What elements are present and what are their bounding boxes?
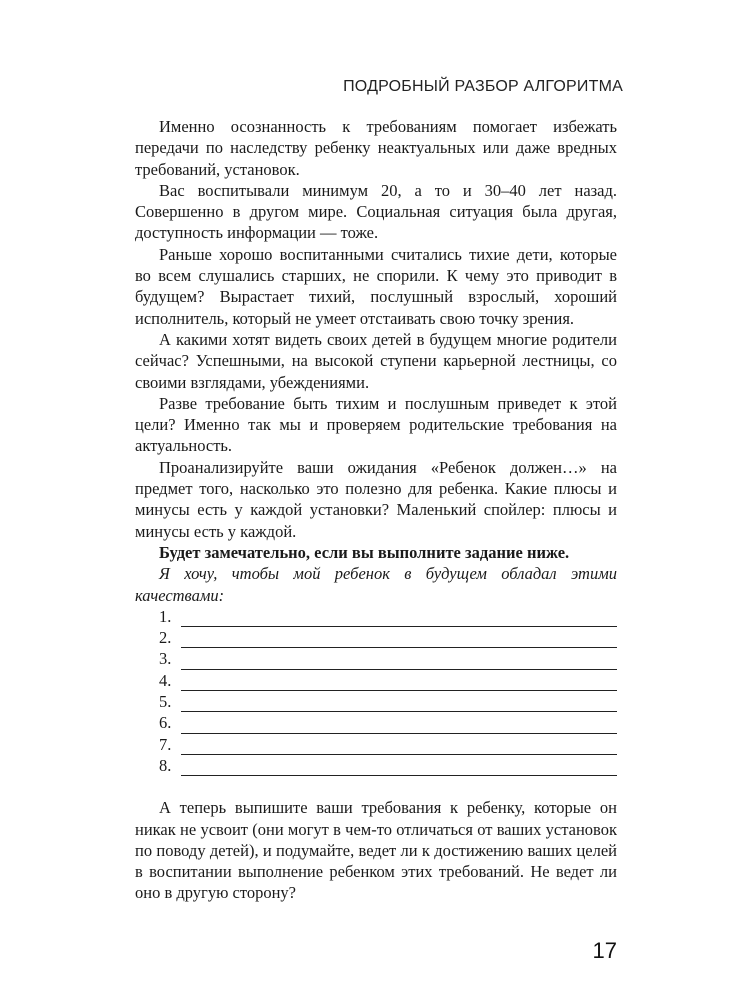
- page-body: [135, 116, 617, 904]
- paragraph: Раньше хорошо воспитанными считались тихие дети, которые во всем слушались старших, не спорили. К чему это приводит в будущем? Вырастает тихий, послушный взрослый, хороший исполнитель, который не умеет отстаивать свою точку зрения.: [135, 244, 617, 328]
- answer-line[interactable]: [135, 670, 617, 691]
- answer-line[interactable]: [135, 627, 617, 648]
- page-number: 17: [592, 938, 617, 963]
- line-number: 5.: [159, 692, 172, 712]
- answer-line[interactable]: [135, 691, 617, 712]
- blank-rule: [181, 696, 617, 712]
- blank-rule: [181, 739, 617, 755]
- answer-line[interactable]: [135, 755, 617, 776]
- blank-rule: [181, 718, 617, 734]
- line-number: 6.: [159, 713, 172, 733]
- line-number: 3.: [159, 649, 172, 669]
- blank-rule: [181, 632, 617, 648]
- closing-paragraph: А теперь выпишите ваши требования к ребенку, которые он никак не усвоит (они могут в чем-то отличаться от ваших установок по поводу детей), и подумайте, ведет ли к достижению ваших целей в воспитании выполнение ребенком этих требований. Не ведет ли оно в другую сторону?: [135, 798, 617, 903]
- line-number: 8.: [159, 755, 172, 775]
- spacer: [135, 776, 617, 797]
- running-head: ПОДРОБНЫЙ РАЗБОР АЛГОРИТМА: [343, 78, 623, 95]
- task-prompt: Я хочу, чтобы мой ребенок в будущем обладал этими качествами:: [135, 564, 617, 605]
- paragraph: А какими хотят видеть своих детей в будущем многие родители сейчас? Успешными, на высокой ступени карьерной лестницы, со своими взглядами, убеждениями.: [135, 329, 617, 392]
- paragraph: Именно осознанность к требованиям помогает избежать передачи по наследству ребенку неактуальных или даже вредных требований, установок.: [135, 117, 617, 179]
- line-number: 2.: [159, 628, 172, 648]
- blank-rule: [181, 611, 617, 627]
- answer-line[interactable]: [135, 712, 617, 733]
- task-heading: Будет замечательно, если вы выполните задание ниже.: [159, 542, 570, 562]
- answer-line[interactable]: [135, 734, 617, 755]
- blank-rule: [181, 760, 617, 776]
- blank-rule: [181, 654, 617, 670]
- line-number: 1.: [159, 606, 172, 626]
- paragraph: Вас воспитывали минимум 20, а то и 30–40 лет назад. Совершенно в другом мире. Социальная ситуация была другая, доступность информации — тоже.: [135, 180, 617, 243]
- line-number: 4.: [159, 670, 172, 690]
- answer-line[interactable]: [135, 606, 617, 627]
- paragraph: Разве требование быть тихим и послушным приведет к этой цели? Именно так мы и проверяем родительские требования на актуальность.: [135, 393, 617, 456]
- line-number: 7.: [159, 734, 172, 754]
- answer-line[interactable]: [135, 648, 617, 669]
- answer-lines: [135, 606, 617, 776]
- blank-rule: [181, 675, 617, 691]
- paragraph: Проанализируйте ваши ожидания «Ребенок должен…» на предмет того, насколько это полезно для ребенка. Какие плюсы и минусы есть у каждой установки? Маленький спойлер: плюсы и минусы есть у каждой.: [135, 457, 617, 541]
